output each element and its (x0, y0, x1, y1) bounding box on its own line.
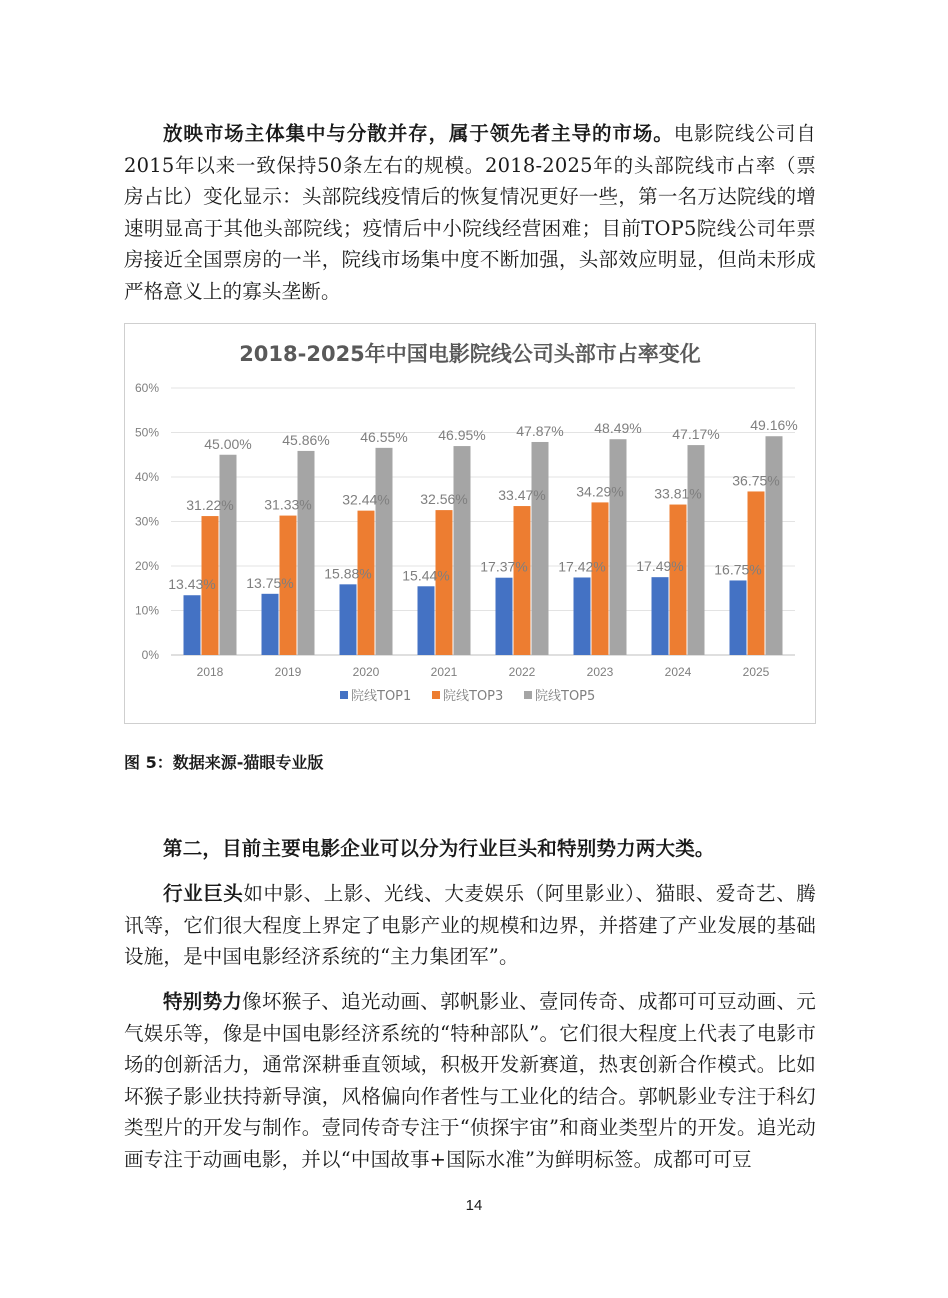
x-tick-label: 2019 (274, 665, 302, 679)
data-label: 45.86% (282, 431, 330, 448)
data-label: 31.33% (264, 496, 312, 513)
x-axis-ticks (197, 665, 770, 679)
bar (454, 446, 471, 655)
bar (688, 445, 705, 655)
data-label: 36.75% (732, 472, 780, 489)
bar (418, 586, 435, 655)
data-label: 17.49% (636, 558, 684, 575)
paragraph-lead: 放映市场主体集中与分散并存，属于领先者主导的市场。 (163, 122, 674, 145)
chart-bars (184, 436, 783, 655)
data-label: 17.37% (480, 558, 528, 575)
legend-swatch (340, 691, 348, 699)
bar (652, 577, 669, 655)
bar (532, 442, 549, 655)
section-heading: 第二，目前主要电影企业可以分为行业巨头和特别势力两大类。 (163, 837, 715, 860)
paragraph-market-structure (124, 118, 816, 307)
x-tick-label: 2018 (196, 665, 224, 679)
legend-label: 院线TOP3 (443, 689, 504, 704)
bar (358, 511, 375, 655)
y-tick-label: 40% (134, 470, 159, 484)
paragraph-lead: 行业巨头 (163, 882, 244, 905)
data-label: 33.81% (654, 485, 702, 502)
y-axis-ticks (135, 381, 159, 662)
data-label: 46.55% (360, 428, 408, 445)
bar (340, 584, 357, 655)
data-label: 49.16% (750, 417, 798, 434)
data-label: 13.43% (168, 576, 216, 593)
bar (670, 505, 687, 655)
data-label: 15.88% (324, 565, 372, 582)
page-number: 14 (465, 1197, 483, 1214)
x-tick-label: 2024 (664, 665, 692, 679)
data-label: 46.95% (438, 427, 486, 444)
data-label: 32.56% (420, 491, 468, 508)
y-tick-label: 20% (134, 559, 159, 573)
bar (184, 595, 201, 655)
bar (262, 594, 279, 655)
y-tick-label: 0% (141, 648, 159, 662)
bar (730, 580, 747, 655)
paragraph-special-forces (124, 986, 816, 1175)
data-label: 31.22% (186, 497, 234, 514)
bar (592, 502, 609, 655)
y-tick-label: 30% (134, 514, 159, 529)
legend-swatch (524, 691, 532, 699)
data-label: 47.17% (672, 426, 720, 443)
data-label: 15.44% (402, 567, 450, 584)
legend-swatch (432, 691, 440, 699)
x-tick-label: 2021 (430, 665, 458, 679)
legend-label: 院线TOP5 (535, 689, 596, 704)
bar (376, 448, 393, 655)
data-label: 32.44% (342, 491, 390, 508)
x-tick-label: 2022 (508, 665, 536, 679)
paragraph-industry-giants (124, 878, 816, 973)
chart-svg (125, 324, 815, 723)
paragraph-body: 电影院线公司自2015年以来一致保持50条左右的规模。2018-2025年的头部院线市占率（票房占比）变化显示：头部院线疫情后的恢复情况更好一些，第一名万达院线的增速明显高于其他头部院线；疫情后中小院线经营困难；目前TOP5院线公司年票房接近全国票房的一半，院线市场集中度不断加强，头部效应明显，但尚未形成严格意义上的寡头垄断。 (124, 122, 816, 303)
y-tick-label: 10% (134, 603, 159, 618)
bar (220, 455, 237, 655)
paragraph-section-heading (124, 833, 816, 865)
bar (766, 436, 783, 655)
data-label: 33.47% (498, 487, 546, 504)
chart-title: 2018-2025年中国电影院线公司头部市占率变化 (239, 342, 701, 366)
bar (610, 439, 627, 655)
legend-label: 院线TOP1 (351, 689, 412, 704)
bar (514, 506, 531, 655)
x-tick-label: 2025 (742, 665, 770, 679)
y-tick-label: 50% (134, 425, 159, 440)
chart-legend (340, 688, 595, 704)
bar (574, 577, 591, 655)
data-label: 17.42% (558, 558, 606, 575)
market-share-chart (124, 323, 816, 724)
paragraph-body: 像坏猴子、追光动画、郭帆影业、壹同传奇、成都可可豆动画、元气娱乐等，像是中国电影经济系统的“特种部队”。它们很大程度上代表了电影市场的创新活力，通常深耕垂直领域，积极开发新赛道，热衷创新合作模式。比如坏猴子影业扶持新导演，风格偏向作者性与工业化的结合。郭帆影业专注于科幻类型片的开发与制作。壹同传奇专注于“侦探宇宙”和商业类型片的开发。追光动画专注于动画电影，并以“中国故事+国际水准”为鲜明标签。成都可可豆 (124, 990, 816, 1171)
data-label: 13.75% (246, 574, 294, 591)
bar (298, 451, 315, 655)
data-label: 16.75% (714, 561, 762, 578)
data-label: 47.87% (516, 422, 564, 439)
x-tick-label: 2020 (352, 665, 380, 679)
data-label: 48.49% (594, 420, 642, 437)
figure-caption: 图 5：数据来源-猫眼专业版 (124, 753, 324, 772)
data-label: 34.29% (576, 483, 624, 500)
bar (496, 578, 513, 655)
paragraph-lead: 特别势力 (163, 990, 243, 1013)
paragraph-body: 如中影、上影、光线、大麦娱乐（阿里影业）、猫眼、爱奇艺、腾讯等，它们很大程度上界定了电影产业的规模和边界，并搭建了产业发展的基础设施，是中国电影经济系统的“主力集团军”。 (124, 882, 816, 968)
y-tick-label: 60% (134, 381, 159, 395)
x-tick-label: 2023 (586, 665, 614, 679)
data-label: 45.00% (204, 435, 252, 452)
